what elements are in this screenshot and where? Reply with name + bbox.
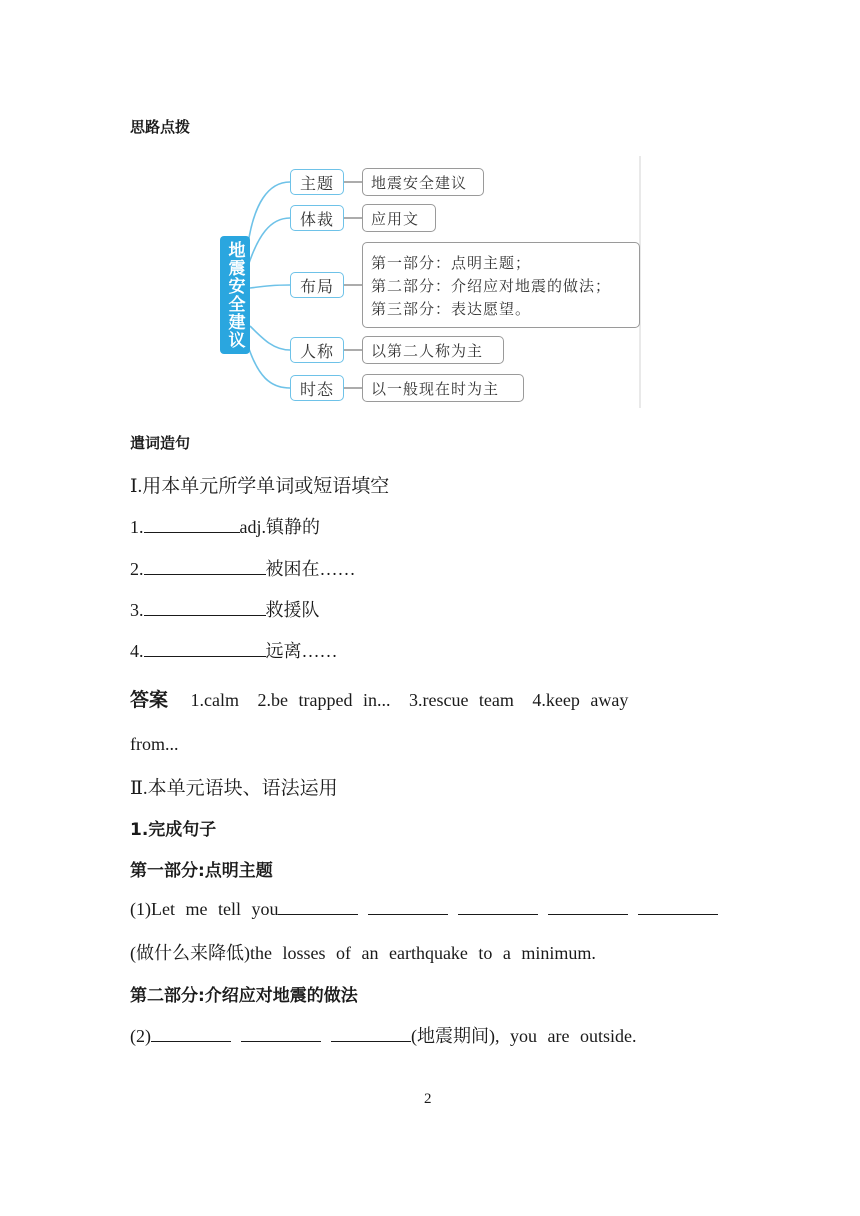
item-number: 4. xyxy=(130,641,144,661)
layout-line-2: 第二部分：介绍应对地震的做法； xyxy=(371,276,612,295)
fill-item-4 xyxy=(130,637,338,663)
answer-blank[interactable] xyxy=(144,599,266,616)
answer-blank[interactable] xyxy=(638,898,718,915)
item-number: 1. xyxy=(130,517,144,537)
value-tense: 以一般现在时为主 xyxy=(362,374,524,402)
fill-item-1 xyxy=(130,513,320,539)
fill-item-3 xyxy=(130,596,320,622)
answer-blank[interactable] xyxy=(368,898,448,915)
answer-item: 3.rescue team xyxy=(408,690,514,710)
answer-label: 答案 xyxy=(130,689,169,711)
part2-heading: 第二部分:介绍应对地震的做法 xyxy=(130,986,358,1006)
category-layout: 布局 xyxy=(290,272,344,298)
answer-blank[interactable] xyxy=(144,558,266,575)
answer-blank[interactable] xyxy=(458,898,538,915)
section2-title: Ⅱ.本单元语块、语法运用 xyxy=(130,778,338,799)
answer-item: 1.calm xyxy=(190,690,239,710)
question-1 xyxy=(130,898,718,920)
answer-blank[interactable] xyxy=(144,640,266,657)
page-number: 2 xyxy=(424,1091,432,1107)
layout-line-1: 第一部分：点明主题； xyxy=(371,253,532,272)
question-2 xyxy=(130,1022,636,1048)
value-person: 以第二人称为主 xyxy=(362,336,504,364)
answer-blank[interactable] xyxy=(144,516,240,533)
category-person: 人称 xyxy=(290,337,344,363)
answer-blank[interactable] xyxy=(278,898,358,915)
answer-continuation: from... xyxy=(130,734,179,754)
answer-blank[interactable] xyxy=(548,898,628,915)
item-number: 3. xyxy=(130,600,144,620)
category-topic: 主题 xyxy=(290,169,344,195)
question-1-continuation: (做什么来降低)the losses of an earthquake to a minimum. xyxy=(130,943,596,963)
category-tense: 时态 xyxy=(290,375,344,401)
value-layout xyxy=(362,242,640,328)
item-prompt: 救援队 xyxy=(265,600,320,620)
item-prompt: 被困在…… xyxy=(265,559,356,579)
answer-item: 4.keep away xyxy=(532,690,629,710)
words-heading: 遣词造句 xyxy=(130,434,191,452)
category-genre: 体裁 xyxy=(290,205,344,231)
mind-map xyxy=(218,156,644,408)
section1-title: Ⅰ.用本单元所学单词或短语填空 xyxy=(130,476,390,497)
answer-blank[interactable] xyxy=(151,1025,231,1042)
question-2-start: (2) xyxy=(130,1026,151,1046)
section2-subtitle: 1.完成句子 xyxy=(130,820,217,840)
item-prompt: 远离…… xyxy=(265,641,338,661)
answer-item: 2.be trapped in... xyxy=(257,690,391,710)
value-topic: 地震安全建议 xyxy=(362,168,484,196)
value-genre: 应用文 xyxy=(362,204,436,232)
fill-item-2 xyxy=(130,555,356,581)
tips-heading: 思路点拨 xyxy=(130,118,191,136)
answer-line xyxy=(130,685,628,712)
layout-line-3: 第三部分：表达愿望。 xyxy=(371,299,532,318)
part1-heading: 第一部分:点明主题 xyxy=(130,861,273,881)
mind-map-root: 地震安全建议 xyxy=(220,236,250,354)
item-number: 2. xyxy=(130,559,144,579)
answer-blank[interactable] xyxy=(241,1025,321,1042)
answer-blank[interactable] xyxy=(331,1025,411,1042)
question-1-start: (1)Let me tell you xyxy=(130,899,279,919)
question-2-end: (地震期间), you are outside. xyxy=(411,1026,637,1046)
item-prompt: adj.镇静的 xyxy=(239,517,320,537)
